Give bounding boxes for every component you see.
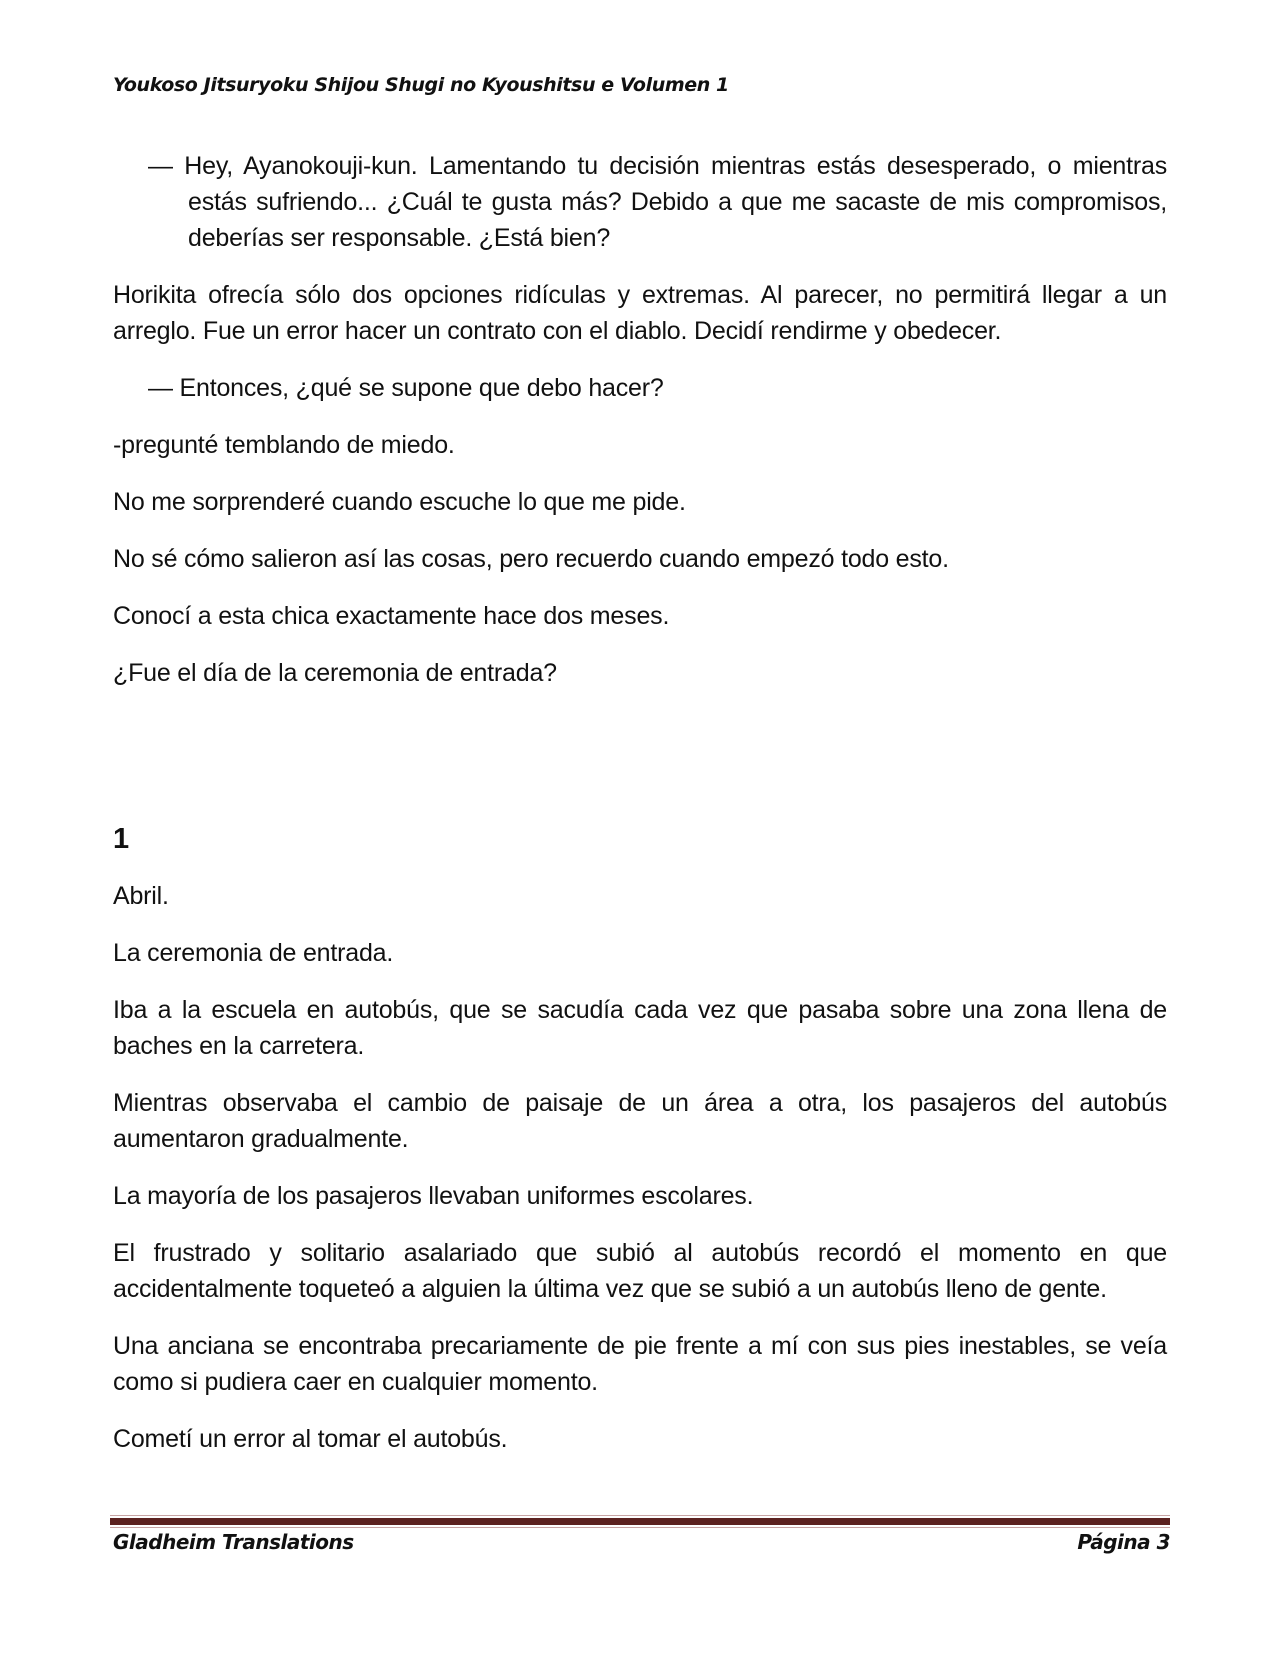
paragraph: Una anciana se encontraba precariamente de pie frente a mí con sus pies inestables, se veía como si pudiera caer en cualquier momento. bbox=[113, 1332, 1167, 1396]
page-content bbox=[113, 148, 1167, 1457]
paragraph: Mientras observaba el cambio de paisaje de un área a otra, los pasajeros del autobús aumentaron gradualmente. bbox=[113, 1089, 1167, 1153]
paragraph: Iba a la escuela en autobús, que se sacudía cada vez que pasaba sobre una zona llena de baches en la carretera. bbox=[113, 996, 1167, 1060]
paragraph: Cometí un error al tomar el autobús. bbox=[113, 1425, 508, 1453]
paragraph: Horikita ofrecía sólo dos opciones ridículas y extremas. Al parecer, no permitirá llegar a un arreglo. Fue un error hacer un contrato con el diablo. Decidí rendirme y obedecer. bbox=[113, 281, 1167, 345]
paragraph: La mayoría de los pasajeros llevaban uniformes escolares. bbox=[113, 1182, 754, 1210]
dialogue-paragraph: — Hey, Ayanokouji-kun. Lamentando tu decisión mientras estás desesperado, o mientras estás sufriendo... ¿Cuál te gusta más? Debido a que me sacaste de mis compromisos, deberías ser responsable. ¿Está bien? bbox=[148, 152, 1167, 252]
paragraph: Conocí a esta chica exactamente hace dos meses. bbox=[113, 602, 670, 630]
paragraph: Abril. bbox=[113, 882, 169, 910]
paragraph: El frustrado y solitario asalariado que subió al autobús recordó el momento en que accidentalmente toqueteó a alguien la última vez que se subió a un autobús lleno de gente. bbox=[113, 1239, 1167, 1303]
paragraph: La ceremonia de entrada. bbox=[113, 939, 394, 967]
footer-page-number: Página 3 bbox=[1077, 1530, 1170, 1554]
paragraph: No sé cómo salieron así las cosas, pero recuerdo cuando empezó todo esto. bbox=[113, 545, 949, 573]
paragraph: -pregunté temblando de miedo. bbox=[113, 431, 455, 459]
footer-translator: Gladheim Translations bbox=[113, 1530, 354, 1554]
paragraph: ¿Fue el día de la ceremonia de entrada? bbox=[113, 659, 557, 687]
footer-divider bbox=[110, 1515, 1170, 1528]
paragraph: No me sorprenderé cuando escuche lo que me pide. bbox=[113, 488, 686, 516]
chapter-heading: 1 bbox=[113, 823, 130, 855]
dialogue-paragraph: — Entonces, ¿qué se supone que debo hacer? bbox=[148, 374, 664, 402]
running-header-title: Youkoso Jitsuryoku Shijou Shugi no Kyoushitsu e Volumen 1 bbox=[113, 74, 729, 96]
